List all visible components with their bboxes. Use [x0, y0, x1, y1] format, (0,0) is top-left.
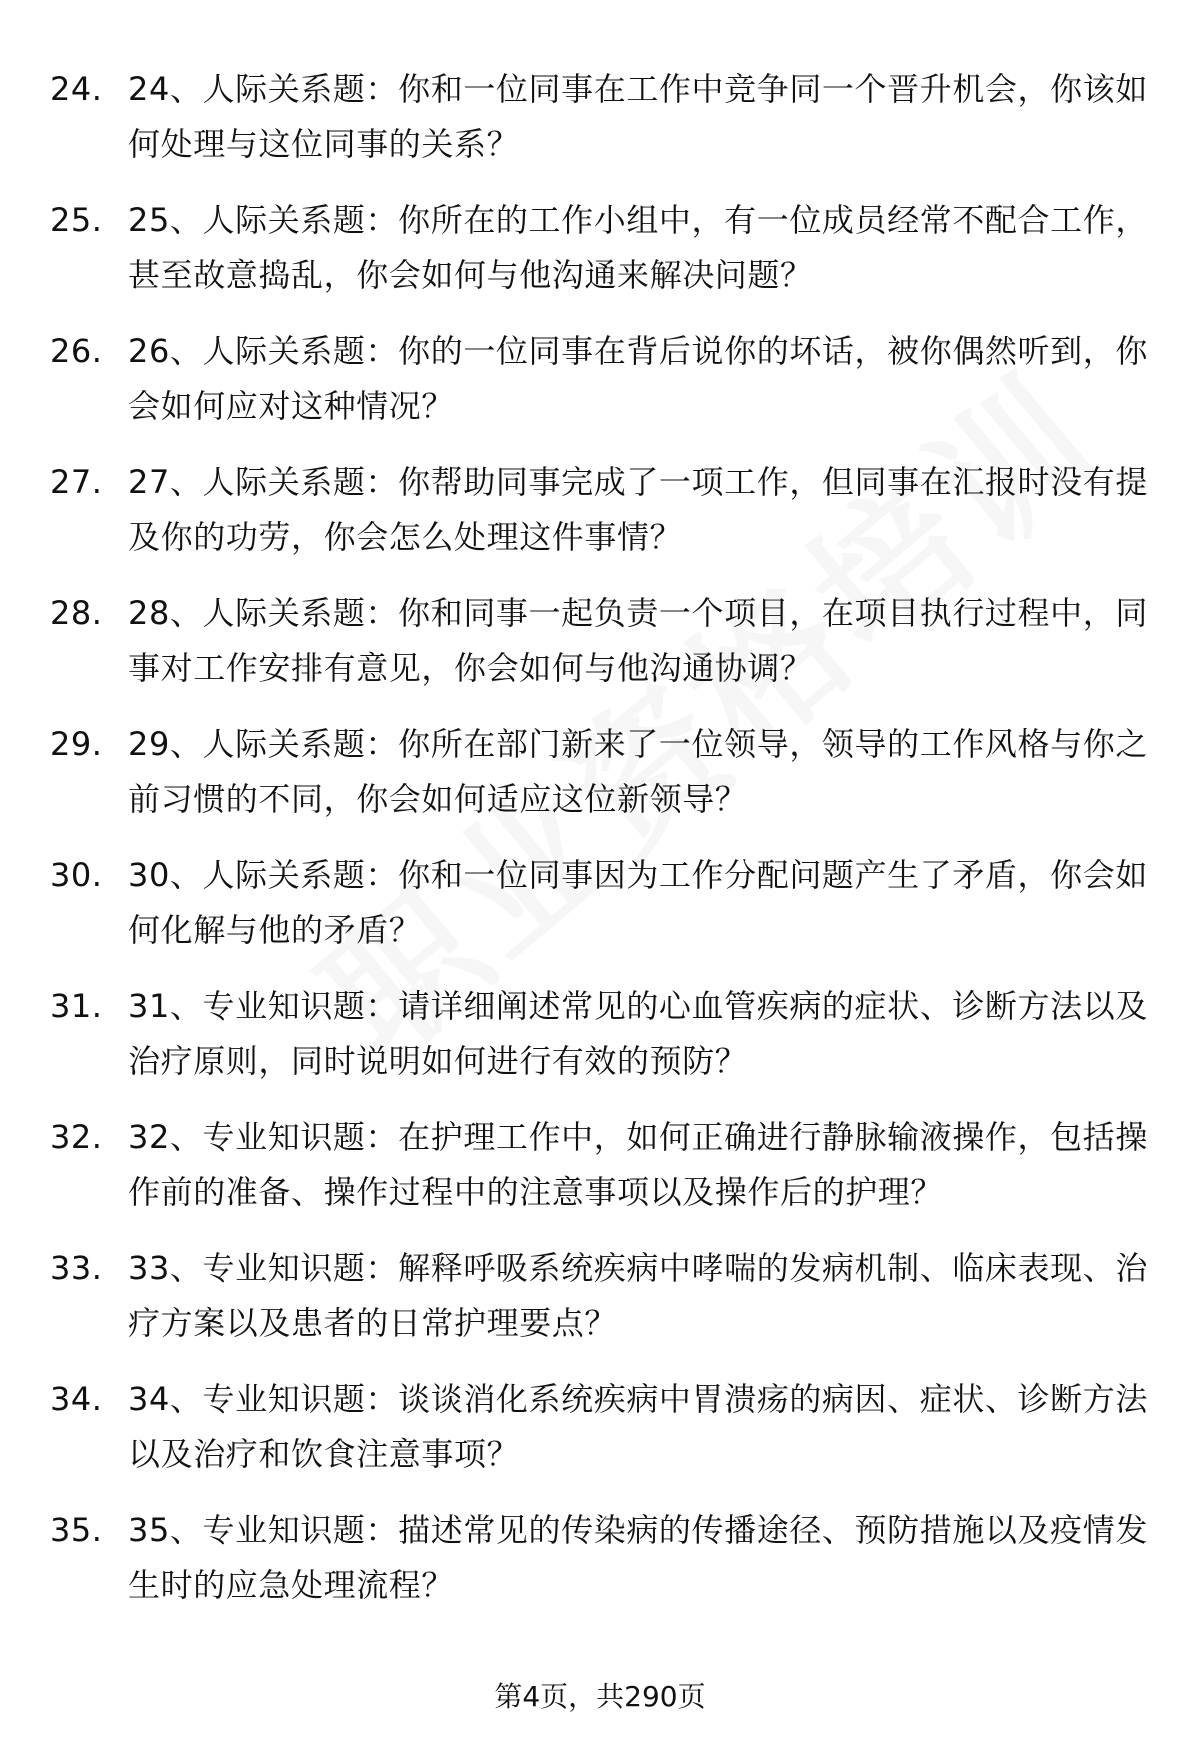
list-item	[50, 1372, 1160, 1503]
question-number: 26.	[50, 332, 103, 370]
question-text: 26、人际关系题：你的一位同事在背后说你的坏话，被你偶然听到，你会如何应对这种情况？	[128, 332, 1148, 425]
list-item	[50, 62, 1160, 193]
list-item	[50, 1503, 1160, 1634]
question-number: 34.	[50, 1380, 103, 1418]
list-item	[50, 1241, 1160, 1372]
question-list	[50, 62, 1160, 1634]
question-number: 31.	[50, 987, 103, 1025]
question-text: 29、人际关系题：你所在部门新来了一位领导，领导的工作风格与你之前习惯的不同，你会如何适应这位新领导？	[128, 725, 1148, 818]
question-number: 35.	[50, 1511, 103, 1549]
list-item	[50, 717, 1160, 848]
list-item	[50, 324, 1160, 455]
question-number: 30.	[50, 856, 103, 894]
question-text: 27、人际关系题：你帮助同事完成了一项工作，但同事在汇报时没有提及你的功劳，你会怎么处理这件事情？	[128, 463, 1148, 556]
question-text: 25、人际关系题：你所在的工作小组中，有一位成员经常不配合工作，甚至故意捣乱，你会如何与他沟通来解决问题？	[128, 201, 1148, 294]
question-text: 34、专业知识题：谈谈消化系统疾病中胃溃疡的病因、症状、诊断方法以及治疗和饮食注意事项？	[128, 1380, 1148, 1473]
question-text: 32、专业知识题：在护理工作中，如何正确进行静脉输液操作，包括操作前的准备、操作过程中的注意事项以及操作后的护理？	[128, 1118, 1148, 1211]
page-indicator: 第4页，共290页	[494, 1680, 706, 1713]
list-item	[50, 848, 1160, 979]
question-text: 33、专业知识题：解释呼吸系统疾病中哮喘的发病机制、临床表现、治疗方案以及患者的日常护理要点？	[128, 1249, 1148, 1342]
list-item	[50, 455, 1160, 586]
list-item	[50, 979, 1160, 1110]
question-number: 33.	[50, 1249, 103, 1287]
list-item	[50, 193, 1160, 324]
question-text: 35、专业知识题：描述常见的传染病的传播途径、预防措施以及疫情发生时的应急处理流程？	[128, 1511, 1148, 1604]
question-number: 24.	[50, 70, 103, 108]
question-number: 29.	[50, 725, 103, 763]
list-item	[50, 1110, 1160, 1241]
question-number: 25.	[50, 201, 103, 239]
question-number: 32.	[50, 1118, 103, 1156]
question-text: 24、人际关系题：你和一位同事在工作中竞争同一个晋升机会，你该如何处理与这位同事的关系？	[128, 70, 1148, 163]
question-number: 28.	[50, 594, 103, 632]
question-text: 28、人际关系题：你和同事一起负责一个项目，在项目执行过程中，同事对工作安排有意见，你会如何与他沟通协调？	[128, 594, 1148, 687]
question-text: 30、人际关系题：你和一位同事因为工作分配问题产生了矛盾，你会如何化解与他的矛盾？	[128, 856, 1148, 949]
list-item	[50, 586, 1160, 717]
question-number: 27.	[50, 463, 103, 501]
question-text: 31、专业知识题：请详细阐述常见的心血管疾病的症状、诊断方法以及治疗原则，同时说明如何进行有效的预防？	[128, 987, 1148, 1080]
